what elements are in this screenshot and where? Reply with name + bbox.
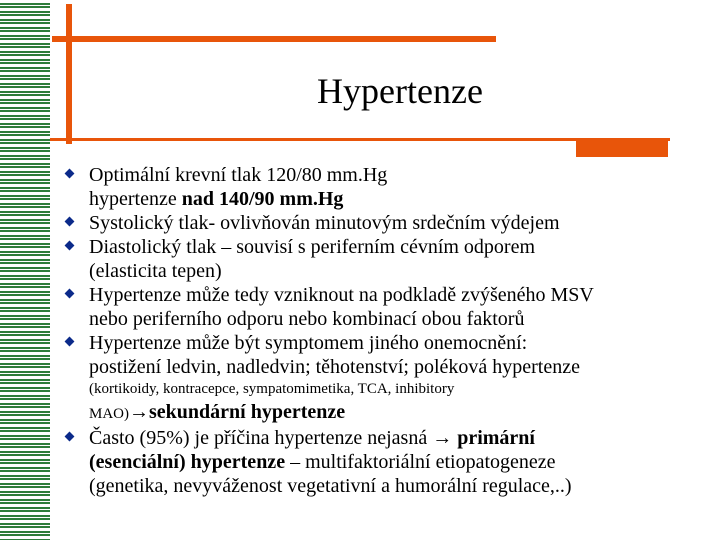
bullet-text: Hypertenze může být symptomem jiného onemocnění:	[89, 332, 528, 354]
diamond-bullet-icon	[65, 337, 75, 347]
bullet-text: Často (95%) je příčina hypertenze nejasná → primární	[89, 427, 535, 449]
bullet-item	[62, 283, 702, 331]
bold-text: primární	[452, 427, 535, 449]
decorative-stripes	[0, 0, 50, 540]
decorative-bar-top	[52, 36, 496, 42]
arrow-icon: →	[432, 427, 453, 449]
bullet-text-line: (esenciální) hypertenze – multifaktoriální etiopatogeneze	[89, 451, 556, 473]
bold-text: sekundární hypertenze	[149, 401, 346, 423]
arrow-icon: →	[129, 401, 149, 423]
bullet-text-line: (genetika, nevyváženost vegetativní a humorální regulace,..)	[89, 475, 572, 497]
decorative-bar-vertical	[66, 4, 72, 144]
diamond-bullet-icon	[65, 432, 75, 442]
bullet-text: Optimální krevní tlak 120/80 mm.Hg	[89, 164, 388, 186]
bullet-text-line: (elasticita tepen)	[89, 260, 222, 282]
bullet-item	[62, 331, 702, 426]
bullet-text-line: hypertenze nad 140/90 mm.Hg	[89, 188, 344, 210]
decorative-bar-accent-block	[576, 139, 668, 157]
bold-text: (esenciální) hypertenze	[89, 451, 286, 473]
slide-title: Hypertenze	[317, 71, 483, 111]
diamond-bullet-icon	[65, 289, 75, 299]
bullet-item	[62, 235, 702, 283]
bullet-item	[62, 426, 702, 498]
bullet-text-line: postižení ledvin, nadledvin; těhotenství; poléková hypertenze	[89, 356, 580, 378]
diamond-bullet-icon	[65, 169, 75, 179]
diamond-bullet-icon	[65, 241, 75, 251]
bullet-small-text: (kortikoidy, kontracepce, sympatomimetika, TCA, inhibitory	[89, 381, 455, 397]
bullet-text: Hypertenze může tedy vzniknout na podkladě zvýšeného MSV	[89, 284, 594, 306]
bold-text: nad 140/90 mm.Hg	[181, 188, 344, 210]
bullet-text: Diastolický tlak – souvisí s periferním cévním odporem	[89, 236, 536, 258]
bullet-list	[62, 163, 702, 498]
bullet-text: Systolický tlak- ovlivňován minutovým srdečním výdejem	[89, 212, 560, 234]
bullet-text-line: MAO)→sekundární hypertenze	[89, 401, 346, 423]
bullet-item	[62, 211, 702, 235]
bullet-text-line: nebo periferního odporu nebo kombinací obou faktorů	[89, 308, 525, 330]
bullet-item	[62, 163, 702, 211]
diamond-bullet-icon	[65, 217, 75, 227]
